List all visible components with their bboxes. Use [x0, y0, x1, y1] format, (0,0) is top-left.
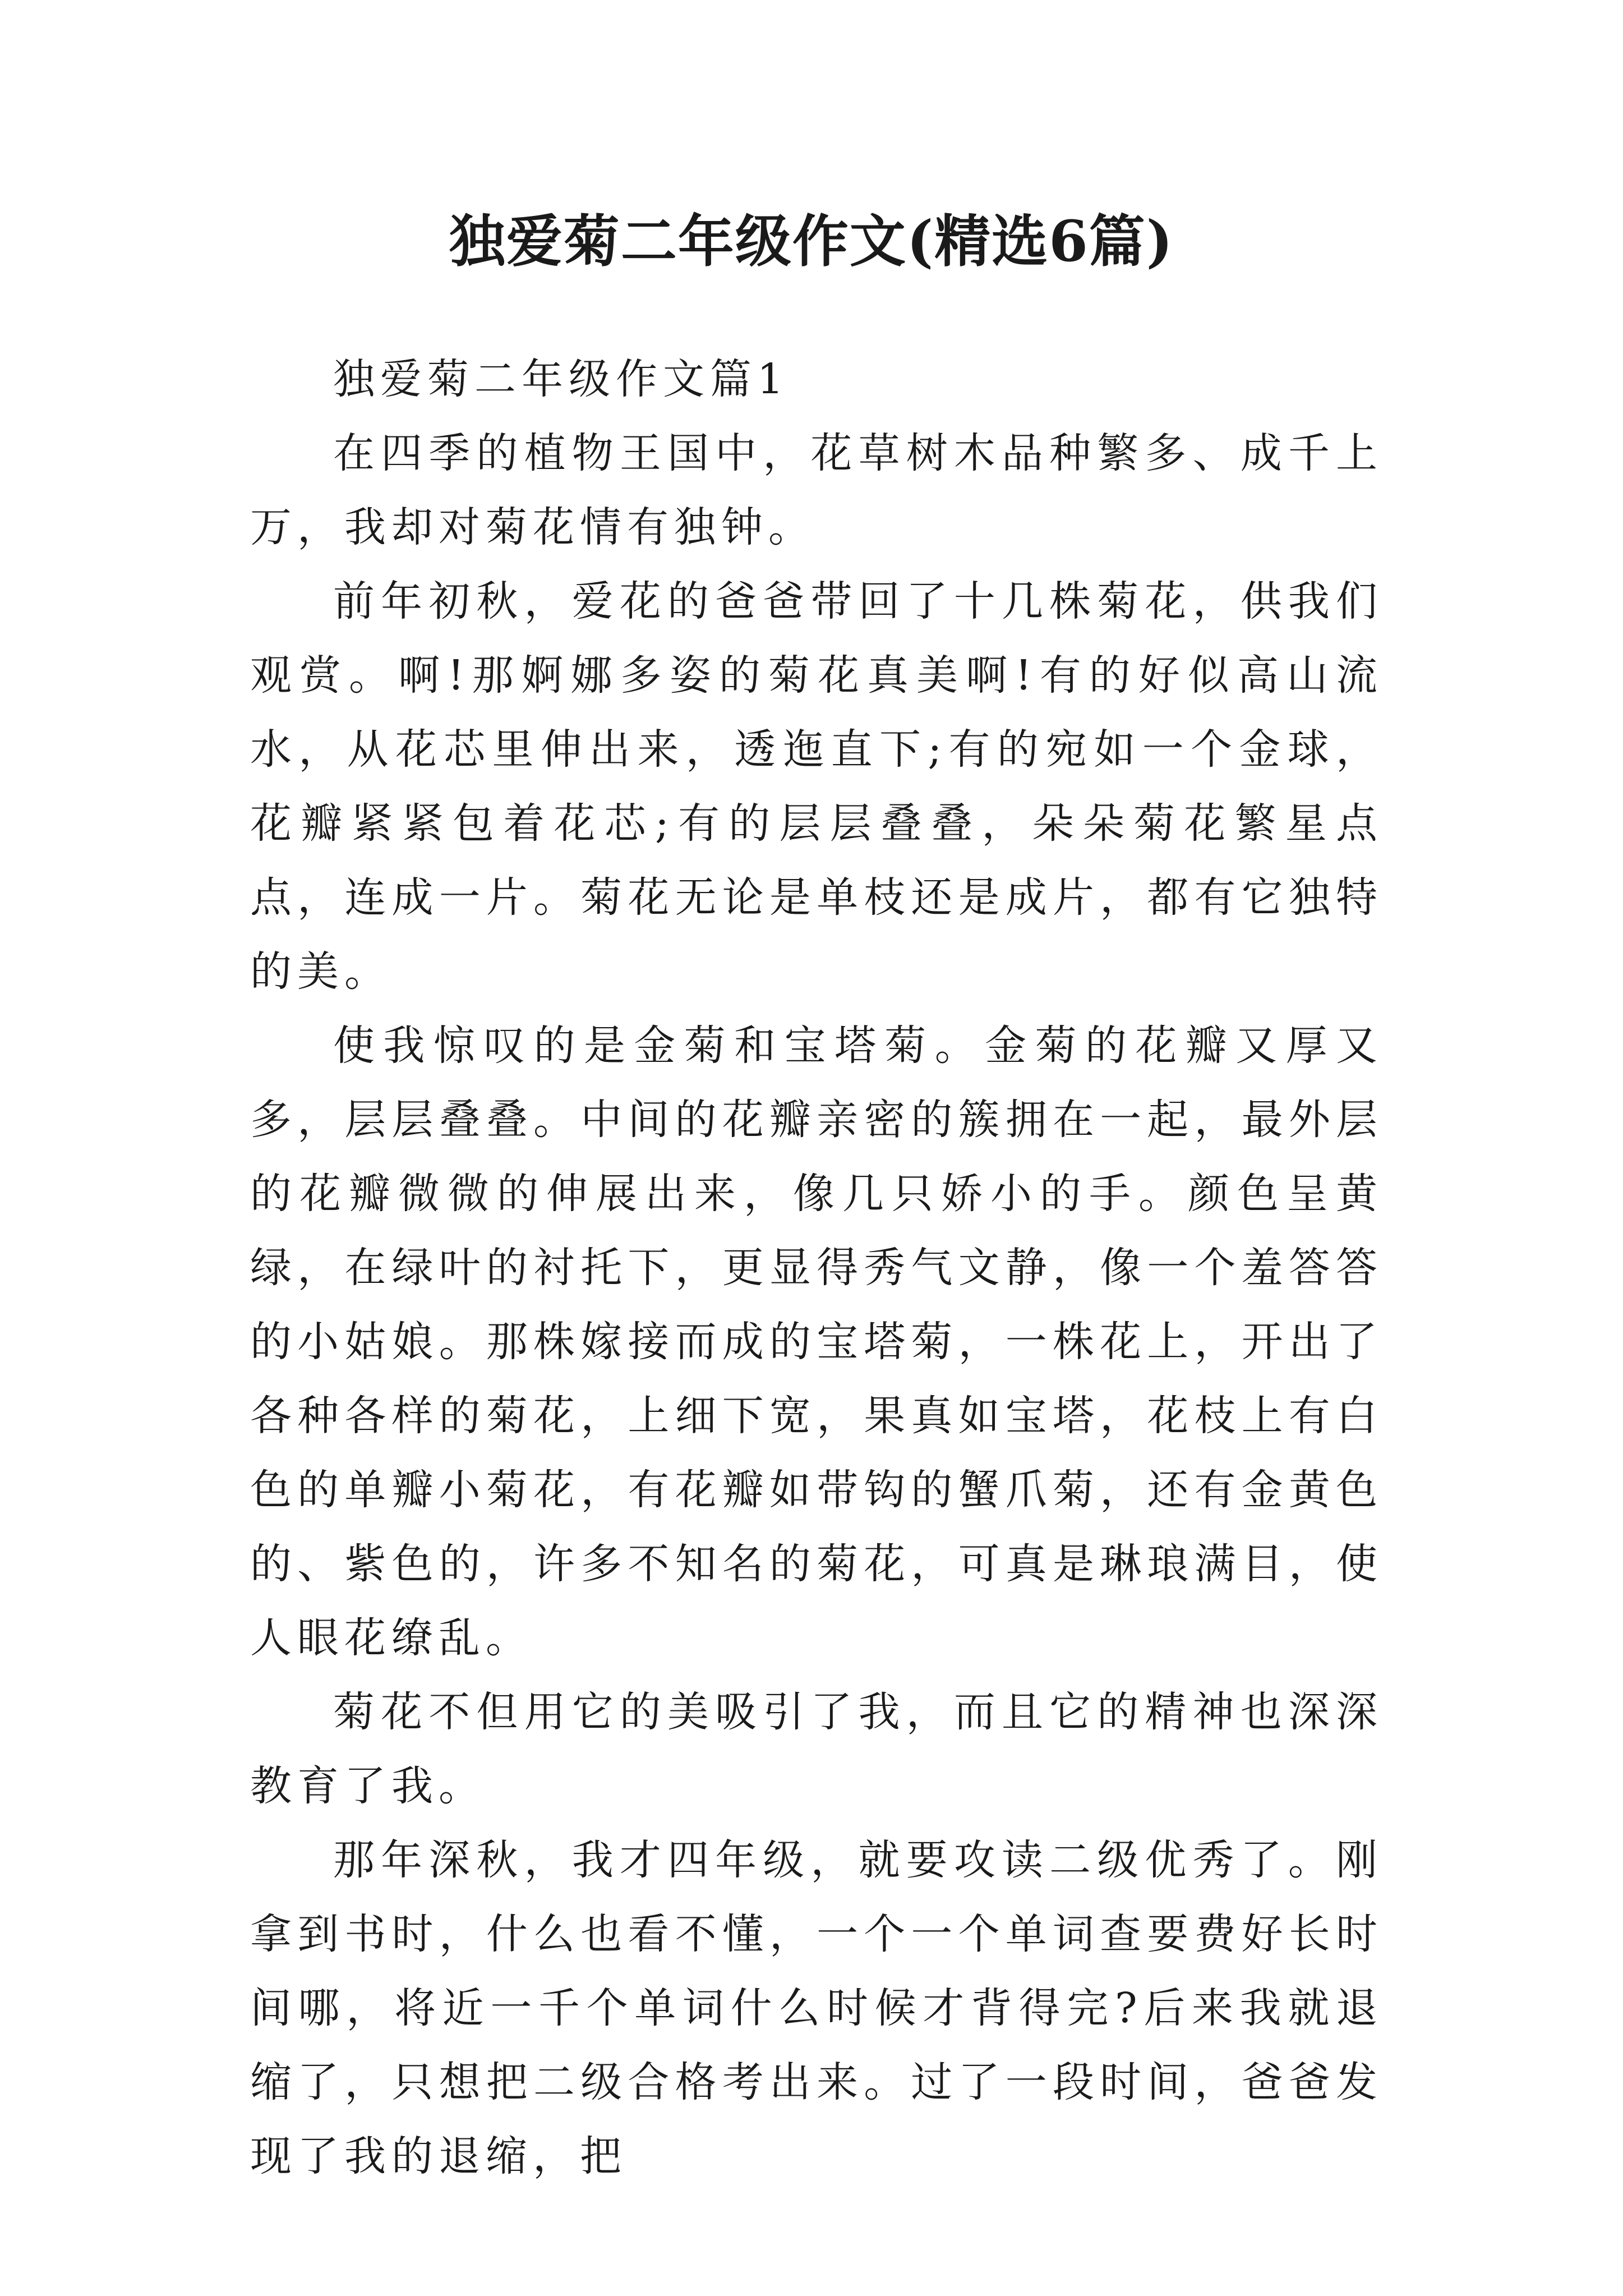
- paragraph: 前年初秋，爱花的爸爸带回了十几株菊花，供我们观赏。啊!那婀娜多姿的菊花真美啊!有的好似高山流水，从花芯里伸出来，透迤直下;有的宛如一个金球，花瓣紧紧包着花芯;有的层层叠叠，朵朵菊花繁星点点，连成一片。菊花无论是单枝还是成片，都有它独特的美。: [250, 577, 1383, 996]
- paragraph: 菊花不但用它的美吸引了我，而且它的精神也深深教育了我。: [250, 1688, 1383, 1810]
- section-heading: 独爱菊二年级作文篇1: [333, 355, 790, 403]
- document-title: 独爱菊二年级作文(精选6篇): [449, 208, 1174, 274]
- paragraph: 那年深秋，我才四年级，就要攻读二级优秀了。刚拿到书时，什么也看不懂，一个一个单词查要费好长时间哪，将近一千个单词什么时候才背得完?后来我就退缩了，只想把二级合格考出来。过了一段时间，爸爸发现了我的退缩，把: [250, 1836, 1383, 2180]
- document-body: [250, 342, 1383, 2193]
- paragraph: 在四季的植物王国中，花草树木品种繁多、成千上万，我却对菊花情有独钟。: [250, 429, 1383, 551]
- paragraph: 使我惊叹的是金菊和宝塔菊。金菊的花瓣又厚又多，层层叠叠。中间的花瓣亲密的簇拥在一起，最外层的花瓣微微的伸展出来，像几只娇小的手。颜色呈黄绿，在绿叶的衬托下，更显得秀气文静，像一个羞答答的小姑娘。那株嫁接而成的宝塔菊，一株花上，开出了各种各样的菊花，上细下宽，果真如宝塔，花枝上有白色的单瓣小菊花，有花瓣如带钩的蟹爪菊，还有金黄色的、紫色的，许多不知名的菊花，可真是琳琅满目，使人眼花缭乱。: [250, 1022, 1383, 1662]
